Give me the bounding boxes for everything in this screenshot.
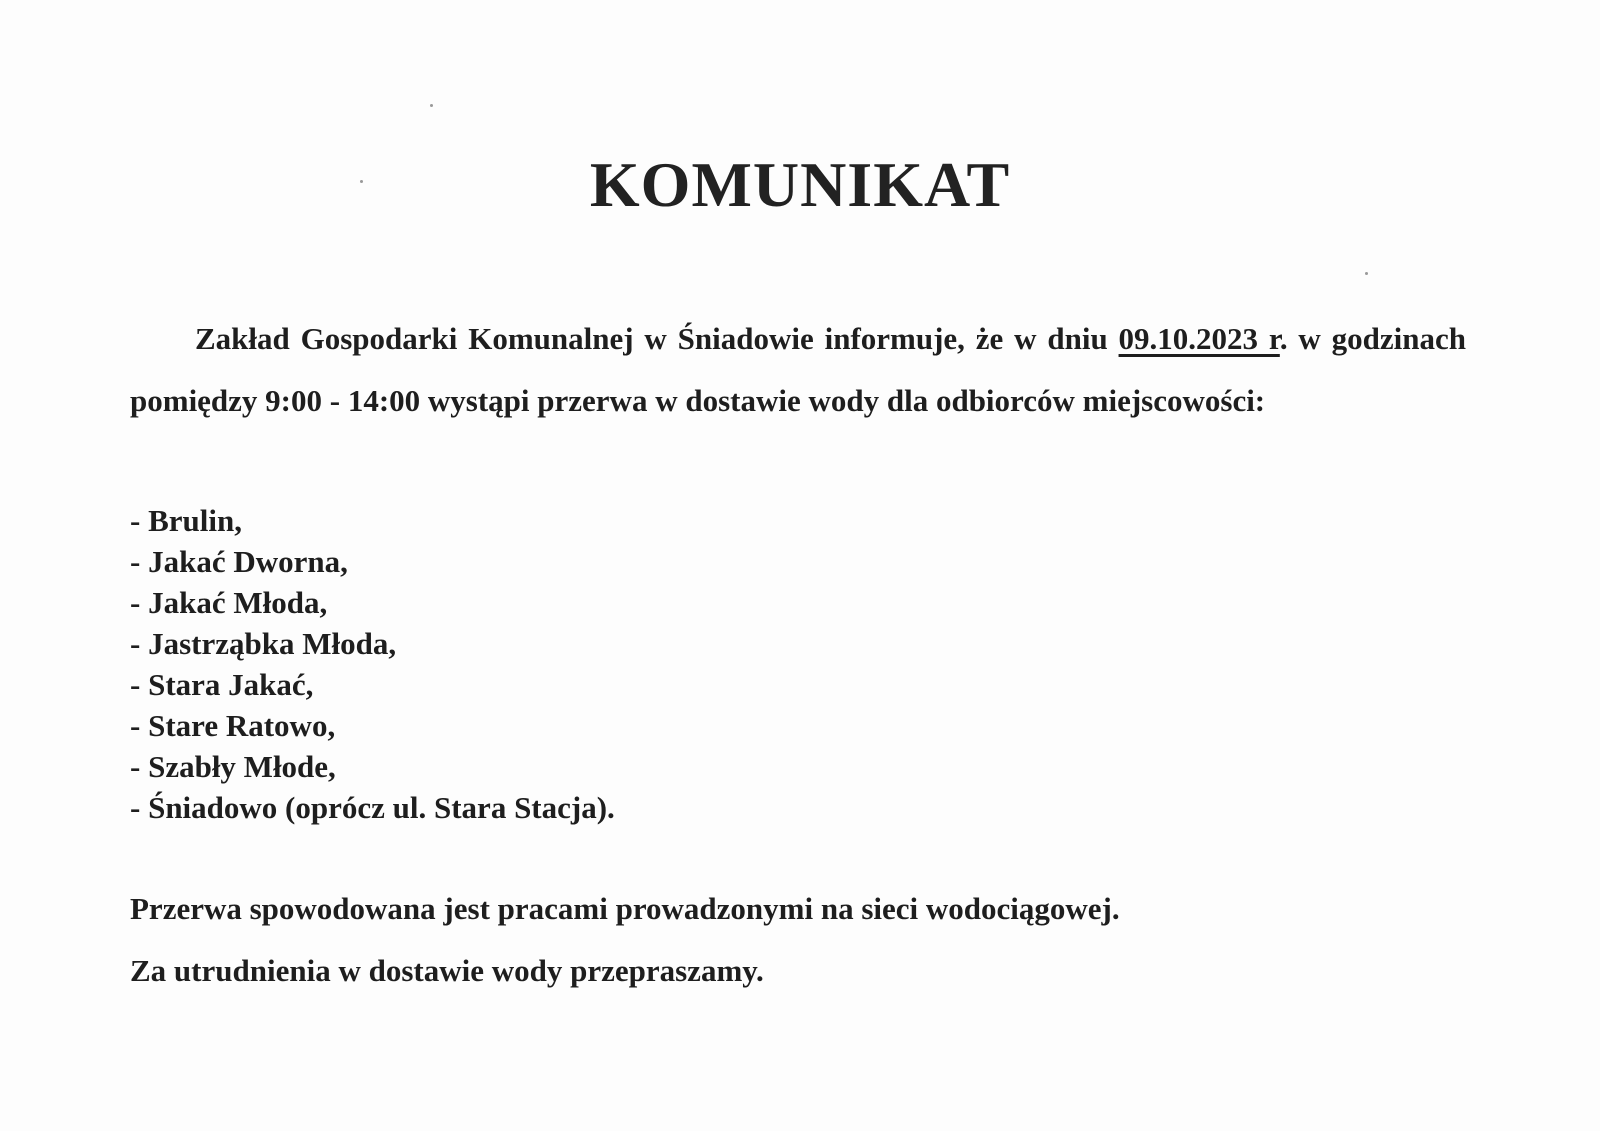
intro-text-before-date: Zakład Gospodarki Komunalnej w Śniadowie informuje, że w dniu — [195, 321, 1108, 356]
outage-date: 09.10.2023 r — [1118, 321, 1280, 356]
closing-reason: Przerwa spowodowana jest pracami prowadzonymi na sieci wodociągowej. — [130, 891, 1120, 926]
intro-text-after-date: . w godzinach pomiędzy 9:00 - 14:00 wystąpi przerwa w dostawie wody dla odbiorców miejscowości: — [130, 321, 1466, 418]
scan-speck — [1365, 272, 1368, 275]
list-item: - Stare Ratowo, — [130, 705, 615, 746]
closing-apology: Za utrudnienia w dostawie wody przepraszamy. — [130, 953, 764, 988]
list-item: - Jastrząbka Młoda, — [130, 623, 615, 664]
locations-list — [130, 500, 615, 828]
list-item: - Brulin, — [130, 500, 615, 541]
intro-paragraph — [130, 308, 1466, 432]
page-title: KOMUNIKAT — [589, 149, 1011, 220]
closing-section — [130, 878, 1466, 1002]
list-item: - Śniadowo (oprócz ul. Stara Stacja). — [130, 787, 615, 828]
list-item: - Stara Jakać, — [130, 664, 615, 705]
list-item: - Jakać Młoda, — [130, 582, 615, 623]
list-item: - Szabły Młode, — [130, 746, 615, 787]
scan-speck — [430, 104, 433, 107]
list-item: - Jakać Dworna, — [130, 541, 615, 582]
